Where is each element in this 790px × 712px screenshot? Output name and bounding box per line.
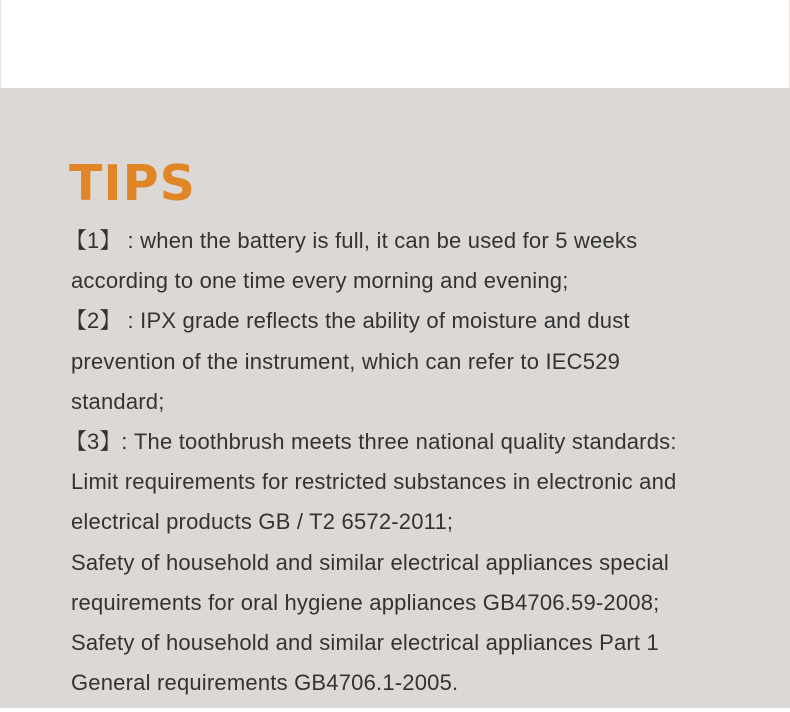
tip-line-8	[71, 502, 761, 542]
tip-text-9: Safety of household and similar electrical appliances special	[71, 549, 669, 575]
tip-line-6	[65, 422, 761, 462]
tip-text-11: Safety of household and similar electrical appliances Part 1	[71, 629, 659, 655]
tip-text-2: according to one time every morning and evening;	[71, 268, 569, 294]
tip-text-5: standard;	[71, 388, 165, 414]
tip-text-12: General requirements GB4706.1-2005.	[71, 670, 459, 696]
tip-line-4	[71, 342, 761, 382]
tip-line-2	[71, 261, 761, 301]
tip-line-10	[71, 583, 761, 623]
tip-line-3	[65, 301, 761, 341]
tip-text-4: prevention of the instrument, which can refer to IEC529	[71, 348, 621, 374]
tips-content	[65, 221, 761, 703]
tip-text-7: Limit requirements for restricted substances in electronic and	[71, 469, 677, 495]
tip-marker-3: 【3】	[65, 428, 122, 454]
tip-line-12	[71, 663, 761, 703]
tip-line-11	[71, 623, 761, 663]
tip-text-6: : The toothbrush meets three national quality standards:	[121, 428, 677, 454]
tip-line-5	[71, 382, 761, 422]
tip-line-7	[71, 462, 761, 502]
tip-marker-1: 【1】	[65, 228, 122, 253]
tip-line-1	[65, 221, 761, 261]
tips-title: TIPS	[69, 155, 196, 212]
tip-text-3: : IPX grade reflects the ability of moisture and dust	[121, 308, 630, 334]
tip-text-1: : when the battery is full, it can be used for 5 weeks	[121, 228, 638, 253]
tip-text-8: electrical products GB / T2 6572-2011;	[71, 509, 454, 535]
tip-text-10: requirements for oral hygiene appliances GB4706.59-2008;	[71, 589, 660, 615]
top-white-area	[0, 0, 790, 88]
tip-marker-2: 【2】	[65, 308, 122, 334]
tip-line-9	[71, 543, 761, 583]
